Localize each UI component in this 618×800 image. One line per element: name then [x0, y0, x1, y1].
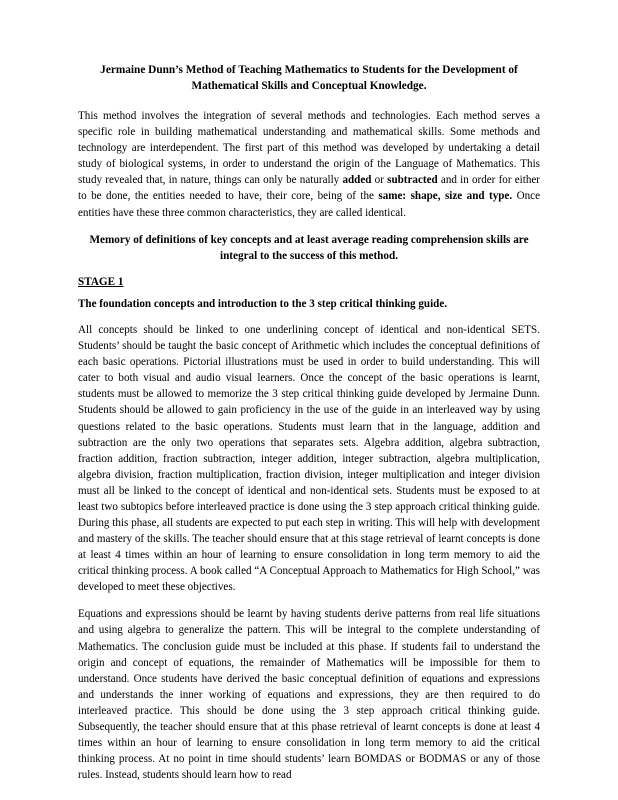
stage-heading: STAGE 1	[78, 276, 124, 289]
intro-part-1: This method involves the integration of several methods and technologies. Each method serves a specific role in building mathematical understanding and mathematical skills. Some methods and technology are interdependent. The first part of this method was developed by undertaking a detail study of biological systems, in order to understand the origin of the Language of Mathematics. This study revealed that, in nature, things can only be naturally	[78, 110, 540, 187]
paragraph-equations-expressions: Equations and expressions should be learnt by having students derive patterns from real life situations and using algebra to generalize the pattern. This will be integral to the complete understanding of Mathematics. The conclusion guide must be included at this phase. If students fail to understand the origin and concept of equations, the remainder of Mathematics will be impossible for them to understand. Once students have derived the basic conceptual definition of equations and expressions and understands the inner working of equations and expressions, they are then required to do interleaved practice. This should be done using the 3 step approach critical thinking guide. Subsequently, the teacher should ensure that at this phase retrieval of learnt concepts is done at least 4 times within an hour of learning to ensure consolidation in long term memory to aid the critical thinking process. At no point in time should students’ learn BOMDAS or BODMAS or any of those rules. Instead, students should learn how to read	[78, 608, 540, 782]
intro-paragraph	[78, 108, 540, 221]
page-title	[78, 62, 540, 94]
page-title-line-2: Mathematical Skills and Conceptual Knowledge.	[191, 80, 427, 93]
section-subheading: The foundation concepts and introduction to the 3 step critical thinking guide.	[78, 298, 448, 311]
paragraph-foundation-concepts: All concepts should be linked to one underlining concept of identical and non-identical SETS. Students’ should be taught the basic concept of Arithmetic which includes the conceptual definitions of each basic operations. Pictorial illustrations must be used in order to build understanding. This will cater to both visual and audio visual learners. Once the concept of the basic operations is learnt, students must be allowed to memorize the 3 step critical thinking guide developed by Jermaine Dunn. Students should be allowed to gain proficiency in the use of the guide in an interleaved way by using questions related to the basic operations. Students must learn that in the language, addition and subtraction are the only two operations that separates sets. Algebra addition, algebra subtraction, fraction addition, fraction subtraction, integer addition, integer subtraction, algebra multiplication, algebra division, fraction multiplication, fraction division, integer multiplication and integer division must all be linked to the concept of identical and non-identical sets. Students must be exposed to at least two subtopics before interleaved practice is done using the 3 step approach critical thinking guide. During this phase, all students are expected to put each step in writing. This will help with development and mastery of the skills. The teacher should ensure that at this stage retrieval of learnt concepts is done at least 4 times within an hour of learning to ensure consolidation in long term memory to aid the critical thinking process. A book called “A Conceptual Approach to Mathematics for High School,” was developed to meet these objectives.	[78, 324, 540, 594]
intro-part-4: Once entities have these three common characteristics, they are called identical.	[78, 190, 540, 219]
intro-bold-added: added	[342, 174, 372, 187]
intro-bold-same: same: shape, size and type.	[378, 190, 513, 203]
page-title-line-1: Jermaine Dunn’s Method of Teaching Mathematics to Students for the Development of	[100, 64, 518, 76]
intro-bold-subtracted: subtracted	[387, 174, 438, 187]
intro-part-2: or	[371, 174, 388, 187]
intro-part-3: and in order for either to be done, the entities needed to have, their core, being of the	[78, 174, 541, 203]
emphasis-statement: Memory of definitions of key concepts and at least average reading comprehension skills are integral to the success of this method.	[89, 233, 529, 262]
